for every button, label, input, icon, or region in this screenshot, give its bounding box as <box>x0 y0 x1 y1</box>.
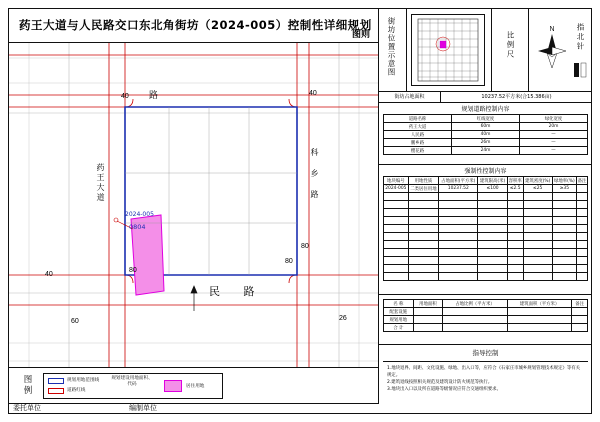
road-width-4: 80 <box>301 243 309 250</box>
cell-r11c0 <box>384 273 409 281</box>
cell-r2c4 <box>572 324 588 332</box>
ctrl-th-4: 容积率 <box>508 178 522 184</box>
cell-r0c3 <box>507 308 572 316</box>
cell-r6c0 <box>384 233 409 241</box>
table-row <box>384 324 588 332</box>
cell-r10c1 <box>408 265 438 273</box>
cell-r1c3 <box>507 316 572 324</box>
cell-r11c5 <box>523 273 552 281</box>
cell-r2c4 <box>507 201 523 209</box>
legend-swatch-residential <box>164 380 182 392</box>
legend-table <box>43 373 223 399</box>
scale-label: 比例尺 <box>506 31 515 60</box>
cell-r2c2 <box>443 324 508 332</box>
road-label-kexiang: 科 乡 路 <box>310 148 319 200</box>
cell-r3c3 <box>478 209 507 217</box>
cell-r10c5 <box>523 265 552 273</box>
cell-r5c7 <box>577 225 588 233</box>
cell-r0c4: ≤2.5 <box>507 185 523 193</box>
cell-r0c3: ≤100 <box>478 185 507 193</box>
cell-r5c5 <box>523 225 552 233</box>
cell-r9c7 <box>577 257 588 265</box>
road-r2c2: — <box>520 139 588 147</box>
road-th-0: 道路名称 <box>384 115 452 123</box>
guidance-note-0: 1.地块退界、间距、文化设施、绿地、出入口等，应符合《石家庄市城乡规划管理技术规定》等有关规定。 <box>387 366 580 378</box>
cell-r11c3 <box>478 273 507 281</box>
road-r0c1: 60m <box>452 123 520 131</box>
road-table-title: 规划道路控制内容 <box>461 106 510 113</box>
sum-th-3: 建筑面积（平方米） <box>507 300 572 308</box>
cell-r8c6 <box>552 249 576 257</box>
cell-r0c0: 配套设施 <box>384 308 414 316</box>
cell-r1c4 <box>572 316 588 324</box>
table-row <box>384 225 588 233</box>
ctrl-th-2: 占地面积(平方米) <box>439 177 478 185</box>
road-r0c0: 药王大道 <box>384 123 452 131</box>
road-r3c0: 樱花路 <box>384 147 452 155</box>
table-row <box>384 193 588 201</box>
plot-code-label: 2024-005 <box>125 211 154 218</box>
cell-r6c1 <box>408 233 438 241</box>
cell-r0c2 <box>443 308 508 316</box>
cell-r8c1 <box>408 249 438 257</box>
cell-r3c6 <box>552 209 576 217</box>
sum-th-4: 备注 <box>572 300 588 308</box>
cell-r2c0: 合 计 <box>384 324 414 332</box>
cell-r9c0 <box>384 257 409 265</box>
sum-th-2: 占地比例（平方米） <box>443 300 508 308</box>
cell-r8c4 <box>507 249 523 257</box>
cell-r0c0: 2024-005 <box>385 186 407 191</box>
table-row <box>384 185 588 193</box>
guidance-note-2: 3.地块出入口以及所在道路等级情况应符合交通组织要求。 <box>387 387 501 392</box>
cell-r2c1 <box>408 201 438 209</box>
cell-r5c3 <box>478 225 507 233</box>
cell-r9c2 <box>439 257 478 265</box>
cell-r8c3 <box>478 249 507 257</box>
table-row <box>384 308 588 316</box>
cell-r3c4 <box>507 209 523 217</box>
road-width-0: 40 <box>121 93 129 100</box>
cell-r1c7 <box>577 193 588 201</box>
cell-r1c1 <box>408 193 438 201</box>
cell-r10c0 <box>384 265 409 273</box>
guidance-title: 指导控制 <box>472 349 499 357</box>
legend-note-title: 规划建设用地面积、代码 <box>111 376 153 387</box>
table-row <box>384 123 588 131</box>
cell-r8c5 <box>523 249 552 257</box>
cell-r7c1 <box>408 241 438 249</box>
cell-r1c4 <box>507 193 523 201</box>
cell-r8c2 <box>439 249 478 257</box>
cell-r1c0: 规划用地 <box>384 316 414 324</box>
road-r2c1: 26m <box>452 139 520 147</box>
cell-r5c2 <box>439 225 478 233</box>
cell-r2c0 <box>384 201 409 209</box>
cell-r6c2 <box>439 233 478 241</box>
cell-r4c2 <box>439 217 478 225</box>
summary-section <box>379 295 592 345</box>
cell-r9c4 <box>507 257 523 265</box>
cell-r10c4 <box>507 265 523 273</box>
right-column <box>378 9 591 404</box>
cell-r0c1: 二类居住用地 <box>408 185 438 193</box>
cell-r11c2 <box>439 273 478 281</box>
area-row <box>379 92 592 103</box>
table-row <box>384 241 588 249</box>
ctrl-th-1: 用地性质 <box>408 177 438 185</box>
road-th-2: 绿化宽度 <box>520 115 588 123</box>
svg-text:N: N <box>549 26 555 33</box>
cell-r7c4 <box>507 241 523 249</box>
road-r1c0: 人民路 <box>384 131 452 139</box>
sheet-footer <box>9 404 591 413</box>
sheet-type-label: 图则 <box>351 30 370 40</box>
road-th-1: 红线宽度 <box>452 115 520 123</box>
road-r1c1: 40m <box>452 131 520 139</box>
cell-r9c3 <box>478 257 507 265</box>
cell-r11c1 <box>408 273 438 281</box>
cell-r8c0 <box>384 249 409 257</box>
table-row <box>384 209 588 217</box>
cell-r10c6 <box>552 265 576 273</box>
cell-r2c6 <box>552 201 576 209</box>
cell-r7c7 <box>577 241 588 249</box>
road-width-6: 26 <box>339 315 347 322</box>
road-width-2: 80 <box>129 267 137 274</box>
legend-title: 图 例 <box>23 375 33 396</box>
cell-r0c2: 10237.52 <box>439 185 478 193</box>
table-row <box>384 316 588 324</box>
control-table-title: 强制性控制内容 <box>464 168 507 175</box>
legend-item-2-label: 道路红线 <box>67 388 86 393</box>
cell-r9c6 <box>552 257 576 265</box>
cell-r4c4 <box>507 217 523 225</box>
cell-r5c6 <box>552 225 576 233</box>
cell-r6c4 <box>507 233 523 241</box>
author-label: 编制单位 <box>129 404 157 412</box>
locator-title: 街坊位置示意图 <box>387 17 396 77</box>
cell-r7c2 <box>439 241 478 249</box>
area-row-value: 10237.52平方米(合15.386亩) <box>481 94 552 100</box>
table-row <box>384 201 588 209</box>
cell-r9c1 <box>408 257 438 265</box>
legend-box <box>9 368 378 404</box>
cell-r0c6: ≥35 <box>552 185 576 193</box>
road-control-section <box>379 103 592 165</box>
cell-r1c6 <box>552 193 576 201</box>
cell-r1c1 <box>413 316 443 324</box>
table-row <box>384 273 588 281</box>
scale-block <box>491 9 529 92</box>
cell-r9c5 <box>523 257 552 265</box>
title-bar <box>9 9 378 43</box>
cell-r4c6 <box>552 217 576 225</box>
cell-r2c7 <box>577 201 588 209</box>
road-width-5: 60 <box>71 318 79 325</box>
legend-item-0-label: 规划用地范围线 <box>67 378 100 383</box>
cell-r7c6 <box>552 241 576 249</box>
cell-r3c5 <box>523 209 552 217</box>
table-row <box>384 233 588 241</box>
cell-r0c1 <box>413 308 443 316</box>
cell-r6c7 <box>577 233 588 241</box>
cell-r6c6 <box>552 233 576 241</box>
road-r3c1: 24m <box>452 147 520 155</box>
road-width-3: 80 <box>285 258 293 265</box>
table-row <box>384 131 588 139</box>
cell-r11c6 <box>552 273 576 281</box>
table-row <box>384 257 588 265</box>
road-width-1: 40 <box>45 271 53 278</box>
control-table <box>383 176 588 281</box>
cell-r5c1 <box>408 225 438 233</box>
cell-r10c3 <box>478 265 507 273</box>
road-r3c2: — <box>520 147 588 155</box>
legend-swatch-0 <box>48 378 64 384</box>
page-title: 药王大道与人民路交口东北角街坊（2024-005）控制性详细规划 <box>19 18 372 32</box>
cell-r5c4 <box>507 225 523 233</box>
cell-r3c7 <box>577 209 588 217</box>
cell-r6c5 <box>523 233 552 241</box>
road-width-7: 40 <box>309 90 317 97</box>
ctrl-th-6: 绿地率(%) <box>553 178 575 184</box>
cell-r3c0 <box>384 209 409 217</box>
cell-r4c3 <box>478 217 507 225</box>
cell-r3c1 <box>408 209 438 217</box>
cell-r7c0 <box>384 241 409 249</box>
legend-swatch-1 <box>48 388 64 394</box>
cell-r1c0 <box>384 193 409 201</box>
sum-th-0: 名 称 <box>384 300 414 308</box>
ctrl-th-7: 备注 <box>577 178 587 184</box>
guidance-note-1: 2.建筑退线按照相关规范及建筑设计防火规范等执行。 <box>387 380 493 385</box>
table-row <box>384 147 588 155</box>
cell-r10c7 <box>577 265 588 273</box>
cell-r11c7 <box>577 273 588 281</box>
cell-r4c5 <box>523 217 552 225</box>
table-row <box>384 265 588 273</box>
cell-r10c2 <box>439 265 478 273</box>
map-drawing <box>9 43 378 368</box>
north-label: 指北针 <box>576 23 585 52</box>
cell-r4c0 <box>384 217 409 225</box>
sum-th-1: 用地面积 <box>413 300 443 308</box>
table-row <box>384 217 588 225</box>
cell-r4c7 <box>577 217 588 225</box>
road-r1c2: — <box>520 131 588 139</box>
cell-r7c5 <box>523 241 552 249</box>
cell-r2c1 <box>413 324 443 332</box>
cell-r6c3 <box>478 233 507 241</box>
table-row <box>384 249 588 257</box>
cell-r0c4 <box>572 308 588 316</box>
cell-r1c5 <box>523 193 552 201</box>
cell-r0c5: ≤25 <box>523 185 552 193</box>
control-section <box>379 165 592 295</box>
road-control-table <box>383 114 588 155</box>
cell-r2c3 <box>478 201 507 209</box>
cell-r7c3 <box>478 241 507 249</box>
ctrl-th-5: 建筑密度(%) <box>525 178 551 184</box>
area-row-label: 街坊占地面积 <box>379 92 441 103</box>
client-label: 委托单位 <box>13 404 41 412</box>
cell-r1c2 <box>439 193 478 201</box>
cell-r2c5 <box>523 201 552 209</box>
road-label-north: 路 <box>149 91 165 101</box>
north-arrow-icon <box>535 23 569 75</box>
cell-r2c3 <box>507 324 572 332</box>
locator-map <box>411 14 485 86</box>
cell-r3c2 <box>439 209 478 217</box>
road-r2c0: 鹏乡路 <box>384 139 452 147</box>
guidance-section <box>379 345 592 404</box>
cell-r1c3 <box>478 193 507 201</box>
summary-table <box>383 299 588 332</box>
scale-bar-icon <box>573 61 589 81</box>
cell-r5c0 <box>384 225 409 233</box>
legend-residential-label: 居住用地 <box>186 384 205 389</box>
table-row <box>384 139 588 147</box>
cell-r0c7 <box>577 185 588 193</box>
road-r0c2: 20m <box>520 123 588 131</box>
ctrl-th-0: 地块编号 <box>384 177 409 185</box>
north-block <box>529 9 592 92</box>
map-panel[interactable] <box>9 43 378 368</box>
plot-area-label: 0804 <box>129 223 146 231</box>
cell-r8c7 <box>577 249 588 257</box>
cell-r1c2 <box>443 316 508 324</box>
ctrl-th-3: 建筑限高(米) <box>478 177 507 185</box>
locator-section <box>379 9 592 92</box>
cell-r4c1 <box>408 217 438 225</box>
road-label-yaowang: 药王大道 <box>96 163 105 203</box>
road-label-minlu: 民 路 <box>209 285 265 298</box>
cell-r11c4 <box>507 273 523 281</box>
cell-r2c2 <box>439 201 478 209</box>
